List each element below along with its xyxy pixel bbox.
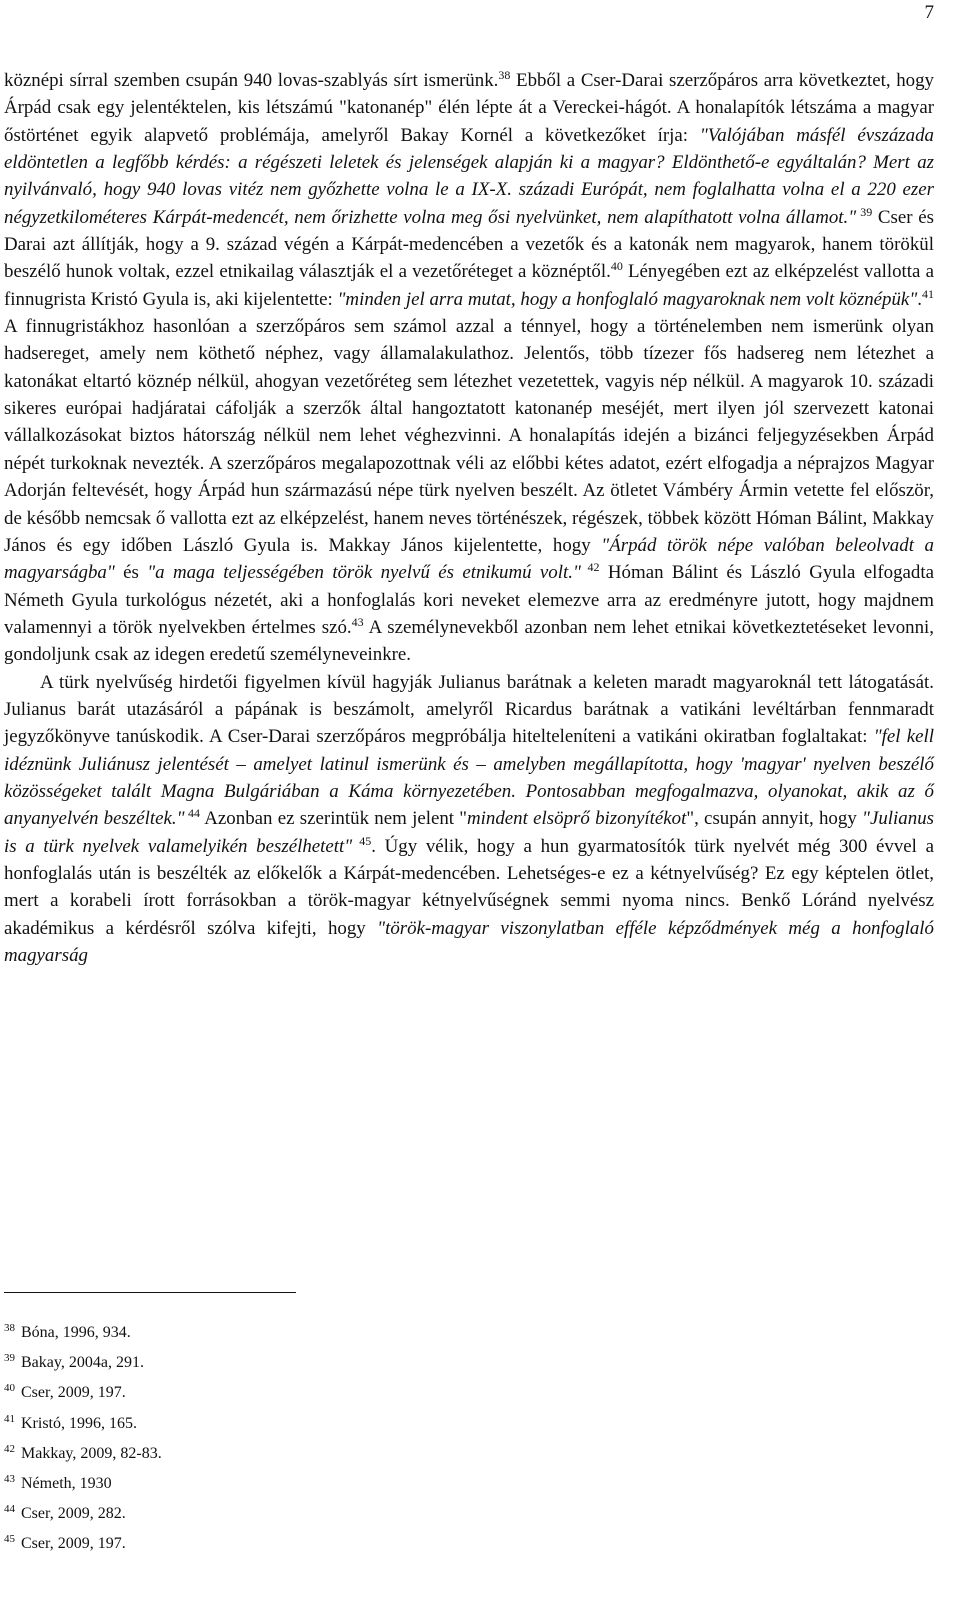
footnote-ref: 41	[921, 286, 934, 301]
quotation: "Julianus is a türk nyelvek valamelyikén beszélhetett"	[4, 808, 934, 857]
text-run: .	[917, 288, 922, 310]
footnote	[4, 1439, 162, 1469]
text-run: Hóman Bálint és László Gyula elfogadta Németh Gyula turkológus nézetét, aki a honfoglalás kori neveket elemezve arra az eredményre jutott, hogy majdnem valamennyi a török nyelvekben értelmes szó.	[4, 562, 935, 638]
footnote-text: Bakay, 2004a, 291.	[17, 1354, 144, 1372]
quotation: "Árpád török népe valóban beleolvadt a magyarságba"	[4, 534, 934, 584]
quotation: mindent elsöprő bizonyítékot	[467, 808, 687, 830]
paragraph	[4, 67, 934, 669]
text-run: Cser és Darai azt állítják, hogy a 9. század végén a Kárpát-medencében a vezetők és a katonák nem magyarok, hanem törökül beszélő hunok voltak, ezzel etnikailag választják el a vezetőréteget a köznéptől.	[4, 206, 935, 283]
text-run: . Úgy vélik, hogy a hun gyarmatosítók türk nyelvét még 300 évvel a honfoglalás után is beszélték az előkelők a Kárpát-medencében. Lehetséges-e ez a kétnyelvűség? Ez egy képtelen ötlet, mert a korabeli írott forrásokban a török-magyar kétnyelvűségnek semmi nyoma nincs. Benkő Lóránd nyelvész akadémikus a kérdésről szólva kifejti, hogy	[4, 835, 934, 939]
footnote-number: 43	[4, 1473, 15, 1486]
footnote-ref: 40	[610, 259, 623, 274]
footnote	[4, 1529, 162, 1559]
footnote-text: Makkay, 2009, 82-83.	[17, 1444, 162, 1462]
quotation: "török-magyar viszonylatban efféle képződmények még a honfoglaló magyarság	[4, 917, 934, 966]
footnote	[4, 1499, 162, 1529]
footnote-text: Németh, 1930	[17, 1475, 112, 1493]
footnote-text: Bóna, 1996, 934.	[17, 1324, 131, 1341]
text-run: ", csupán annyit, hogy	[686, 808, 863, 830]
footnote-ref: 38	[498, 68, 511, 82]
footnote-text: Cser, 2009, 197.	[17, 1535, 126, 1553]
paragraph	[4, 669, 934, 970]
footnote-number: 41	[4, 1412, 15, 1425]
footnote	[4, 1378, 162, 1408]
body-text	[4, 67, 934, 969]
footnote-number: 39	[4, 1352, 15, 1365]
page-number: 7	[924, 2, 934, 23]
footnote-ref: 42	[580, 560, 600, 575]
text-run: Lényegében ezt az elképzelést vallotta a finnugrista Kristó Gyula is, aki kijelentette:	[4, 261, 934, 310]
footnote	[4, 1469, 162, 1499]
text-run: A személynevekből azonban nem lehet etnikai következtetéseket levonni, gondoljunk csak az idegen eredetű személyneveinkre.	[4, 616, 935, 666]
quotation: "fel kell idéznünk Juliánusz jelentését – amelyet latinul ismerünk és – amelyben megállapította, hogy 'magyar' nyelven beszélő közösségeket talált Magna Bulgáriában a Káma környezetében. Pontosabban megfogalmazva, olyanokat, akik az ő anyanyelvén beszéltek."	[4, 726, 934, 830]
footnote-text: Cser, 2009, 282.	[17, 1505, 126, 1523]
footnote-number: 45	[4, 1533, 15, 1546]
footnote-number: 44	[4, 1503, 15, 1516]
text-run: Azonban ez szerintük nem jelent "	[200, 808, 468, 830]
footnote-ref: 44	[184, 806, 201, 821]
footnote-text: Cser, 2009, 197.	[17, 1384, 126, 1402]
text-run: A türk nyelvűség hirdetői figyelmen kívül hagyják Julianus barátnak a keleten maradt magyaroknál tett látogatását. Julianus barát utazásáról a pápának is beszámolt, amelyről Ricardus barátnak a vatikáni levéltárban fennmaradt jegyzőkönyve tanúskodik. A Cser-Darai szerzőpáros megpróbálja hiteltelenίteni a vatikáni okiratban foglaltakat:	[4, 671, 934, 748]
text-run: A finnugristákhoz hasonlóan a szerzőpáros sem számol azzal a ténnyel, hogy a történelemben nem ismerünk olyan hadsereget, amely nem köthető néphez, vagy államalakulathoz. Jelentős, több tízezer fős hadsereg nem létezhet a katonákat eltartó köznép nélkül, ahogyan vezetőréteg sem létezhet vezetettek, vagyis nép nélkül. A magyarok 10. századi sikeres európai hadjáratai cáfolják a szerzők által hangoztatott katonanép meséjét, mert ilyen jól szervezett katonai vállalkozásokat biztos hátország nélkül nem lehet véghezvinni. A honalapítás idején a bizánci feljegyzésekben Árpád népét turkoknak nevezték. A szerzőpáros megalapozottnak véli az előbbi kétes adatot, ezért elfogadja a néprajzos Magyar Adorján feltevését, hogy Árpád hun származású népe türk nyelven beszélt. Az ötletet Vámbéry Ármin vetette fel először, de később nemcsak ő vallotta ezt az elképzelést, hanem neves történészek, régészek, többek között Hóman Bálint, Makkay János és egy időben László Gyula is. Makkay János kijelentette, hogy	[4, 316, 934, 556]
footnote-ref: 43	[351, 614, 364, 629]
footnote-separator	[4, 1292, 296, 1293]
footnote-number: 42	[4, 1442, 15, 1455]
footnote	[4, 1318, 162, 1348]
text-run: és	[114, 562, 148, 584]
text-run: Ebből a Cser-Darai szerzőpáros arra következtet, hogy Árpád csak egy jelentéktelen, kis létszámú "katonanép" élén lépte át a Vereckei-hágót. A honalapítók létszáma a magyar őstörténet egyik alapvető problémája, amelyről Bakay Kornél a következőket írja:	[4, 70, 934, 146]
quotation: "minden jel arra mutat, hogy a honfoglaló magyaroknak nem volt köznépük"	[337, 288, 918, 310]
footnote-number: 40	[4, 1382, 15, 1395]
footnote-number: 38	[4, 1322, 15, 1334]
footnote-text: Kristó, 1996, 165.	[17, 1414, 137, 1432]
quotation: "a maga teljességében török nyelvű és etnikumú volt."	[147, 562, 581, 584]
footnote	[4, 1409, 162, 1439]
text-run: köznépi sírral szemben csupán 940 lovas-szablyás sírt ismerünk.	[4, 70, 499, 91]
footnote-ref: 45	[352, 833, 372, 848]
footnote-ref: 39	[856, 204, 873, 219]
quotation: "Valójában másfél évszázada eldöntetlen a legfőbb kérdés: a régészeti leletek és jelenségek alapján ki a magyar? Eldönthető-e egyáltalán? Mert az nyilvánvaló, hogy 940 lovas vitéz nem győzhette volna le a IX-X. századi Európát, nem foglalhatta volna el a 220 ezer négyzetkilométeres Kárpát-medencét, nem őrizhette volna meg ősi nyelvünket, nem alapíthatott volna államot."	[4, 124, 934, 228]
footnote	[4, 1348, 162, 1378]
footnotes	[4, 1318, 162, 1560]
